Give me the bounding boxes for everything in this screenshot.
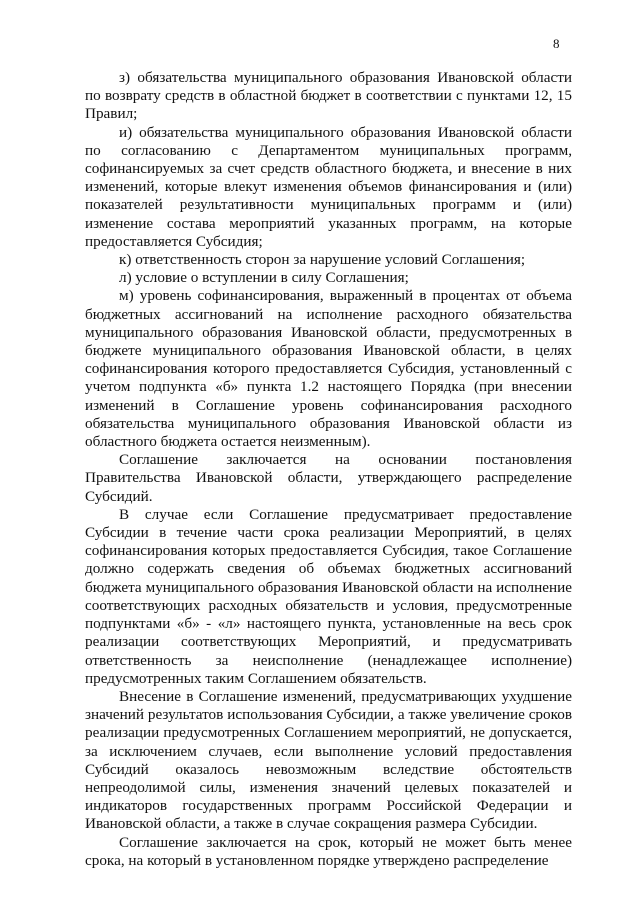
paragraph-item-i: и) обязательства муниципального образования Ивановской области по согласованию с Департаментом муниципальных программ, софинансируемых за счет средств областного бюджета, и внесение в них изменений, которые влекут изменения объемов финансирования и (или) показателей результативности муниципальных программ и (или) изменение состава мероприятий указанных программ, на которые предоставляется Субсидия; <box>85 123 572 250</box>
paragraph-agreement-term: Соглашение заключается на срок, который не может быть менее срока, на который в установленном порядке утверждено распределение <box>85 833 572 869</box>
paragraph-agreement-basis: Соглашение заключается на основании постановления Правительства Ивановской области, утверждающего распределение Субсидий. <box>85 451 572 505</box>
paragraph-item-m: м) уровень софинансирования, выраженный в процентах от объема бюджетных ассигнований на исполнение расходного обязательства муниципального образования Ивановской области, предусмотренных в бюджете муниципального образования Ивановской области, в целях софинансирования которого предоставляется Субсидия, установленный с учетом подпункта «б» пункта 1.2 настоящего Порядка (при внесении изменений в Соглашение уровень софинансирования расходного обязательства муниципального образования Ивановской области из областного бюджета остается неизменным). <box>85 287 572 451</box>
paragraph-partial-term: В случае если Соглашение предусматривает предоставление Субсидии в течение части срока реализации Мероприятий, в целях софинансирования которых предоставляется Субсидия, такое Соглашение должно содержать сведения об объемах бюджетных ассигнований бюджета муниципального образования Ивановской области на исполнение соответствующих расходных обязательств и условия, предусмотренные подпунктами «б» - «л» настоящего пункта, установленные на весь срок реализации соответствующих Мероприятий, и предусматривать ответственность за неисполнение (ненадлежащее исполнение) предусмотренных таким Соглашением обязательств. <box>85 505 572 687</box>
paragraph-item-z: з) обязательства муниципального образования Ивановской области по возврату средств в областной бюджет в соответствии с пунктами 12, 15 Правил; <box>85 69 572 123</box>
paragraph-item-k: к) ответственность сторон за нарушение условий Соглашения; <box>119 251 526 269</box>
paragraph-amendments: Внесение в Соглашение изменений, предусматривающих ухудшение значений результатов использования Субсидии, а также увеличение сроков реализации предусмотренных Соглашением мероприятий, не допускается, за исключением случаев, если выполнение условий предоставления Субсидий оказалось невозможным вследствие обстоятельств непреодолимой силы, изменения значений целевых показателей и индикаторов государственных программ Российской Федерации и Ивановской области, а также в случае сокращения размера Субсидии. <box>85 687 572 833</box>
page-number: 8 <box>553 36 560 51</box>
paragraph-item-l: л) условие о вступлении в силу Соглашения; <box>119 269 409 287</box>
document-body <box>85 69 572 870</box>
